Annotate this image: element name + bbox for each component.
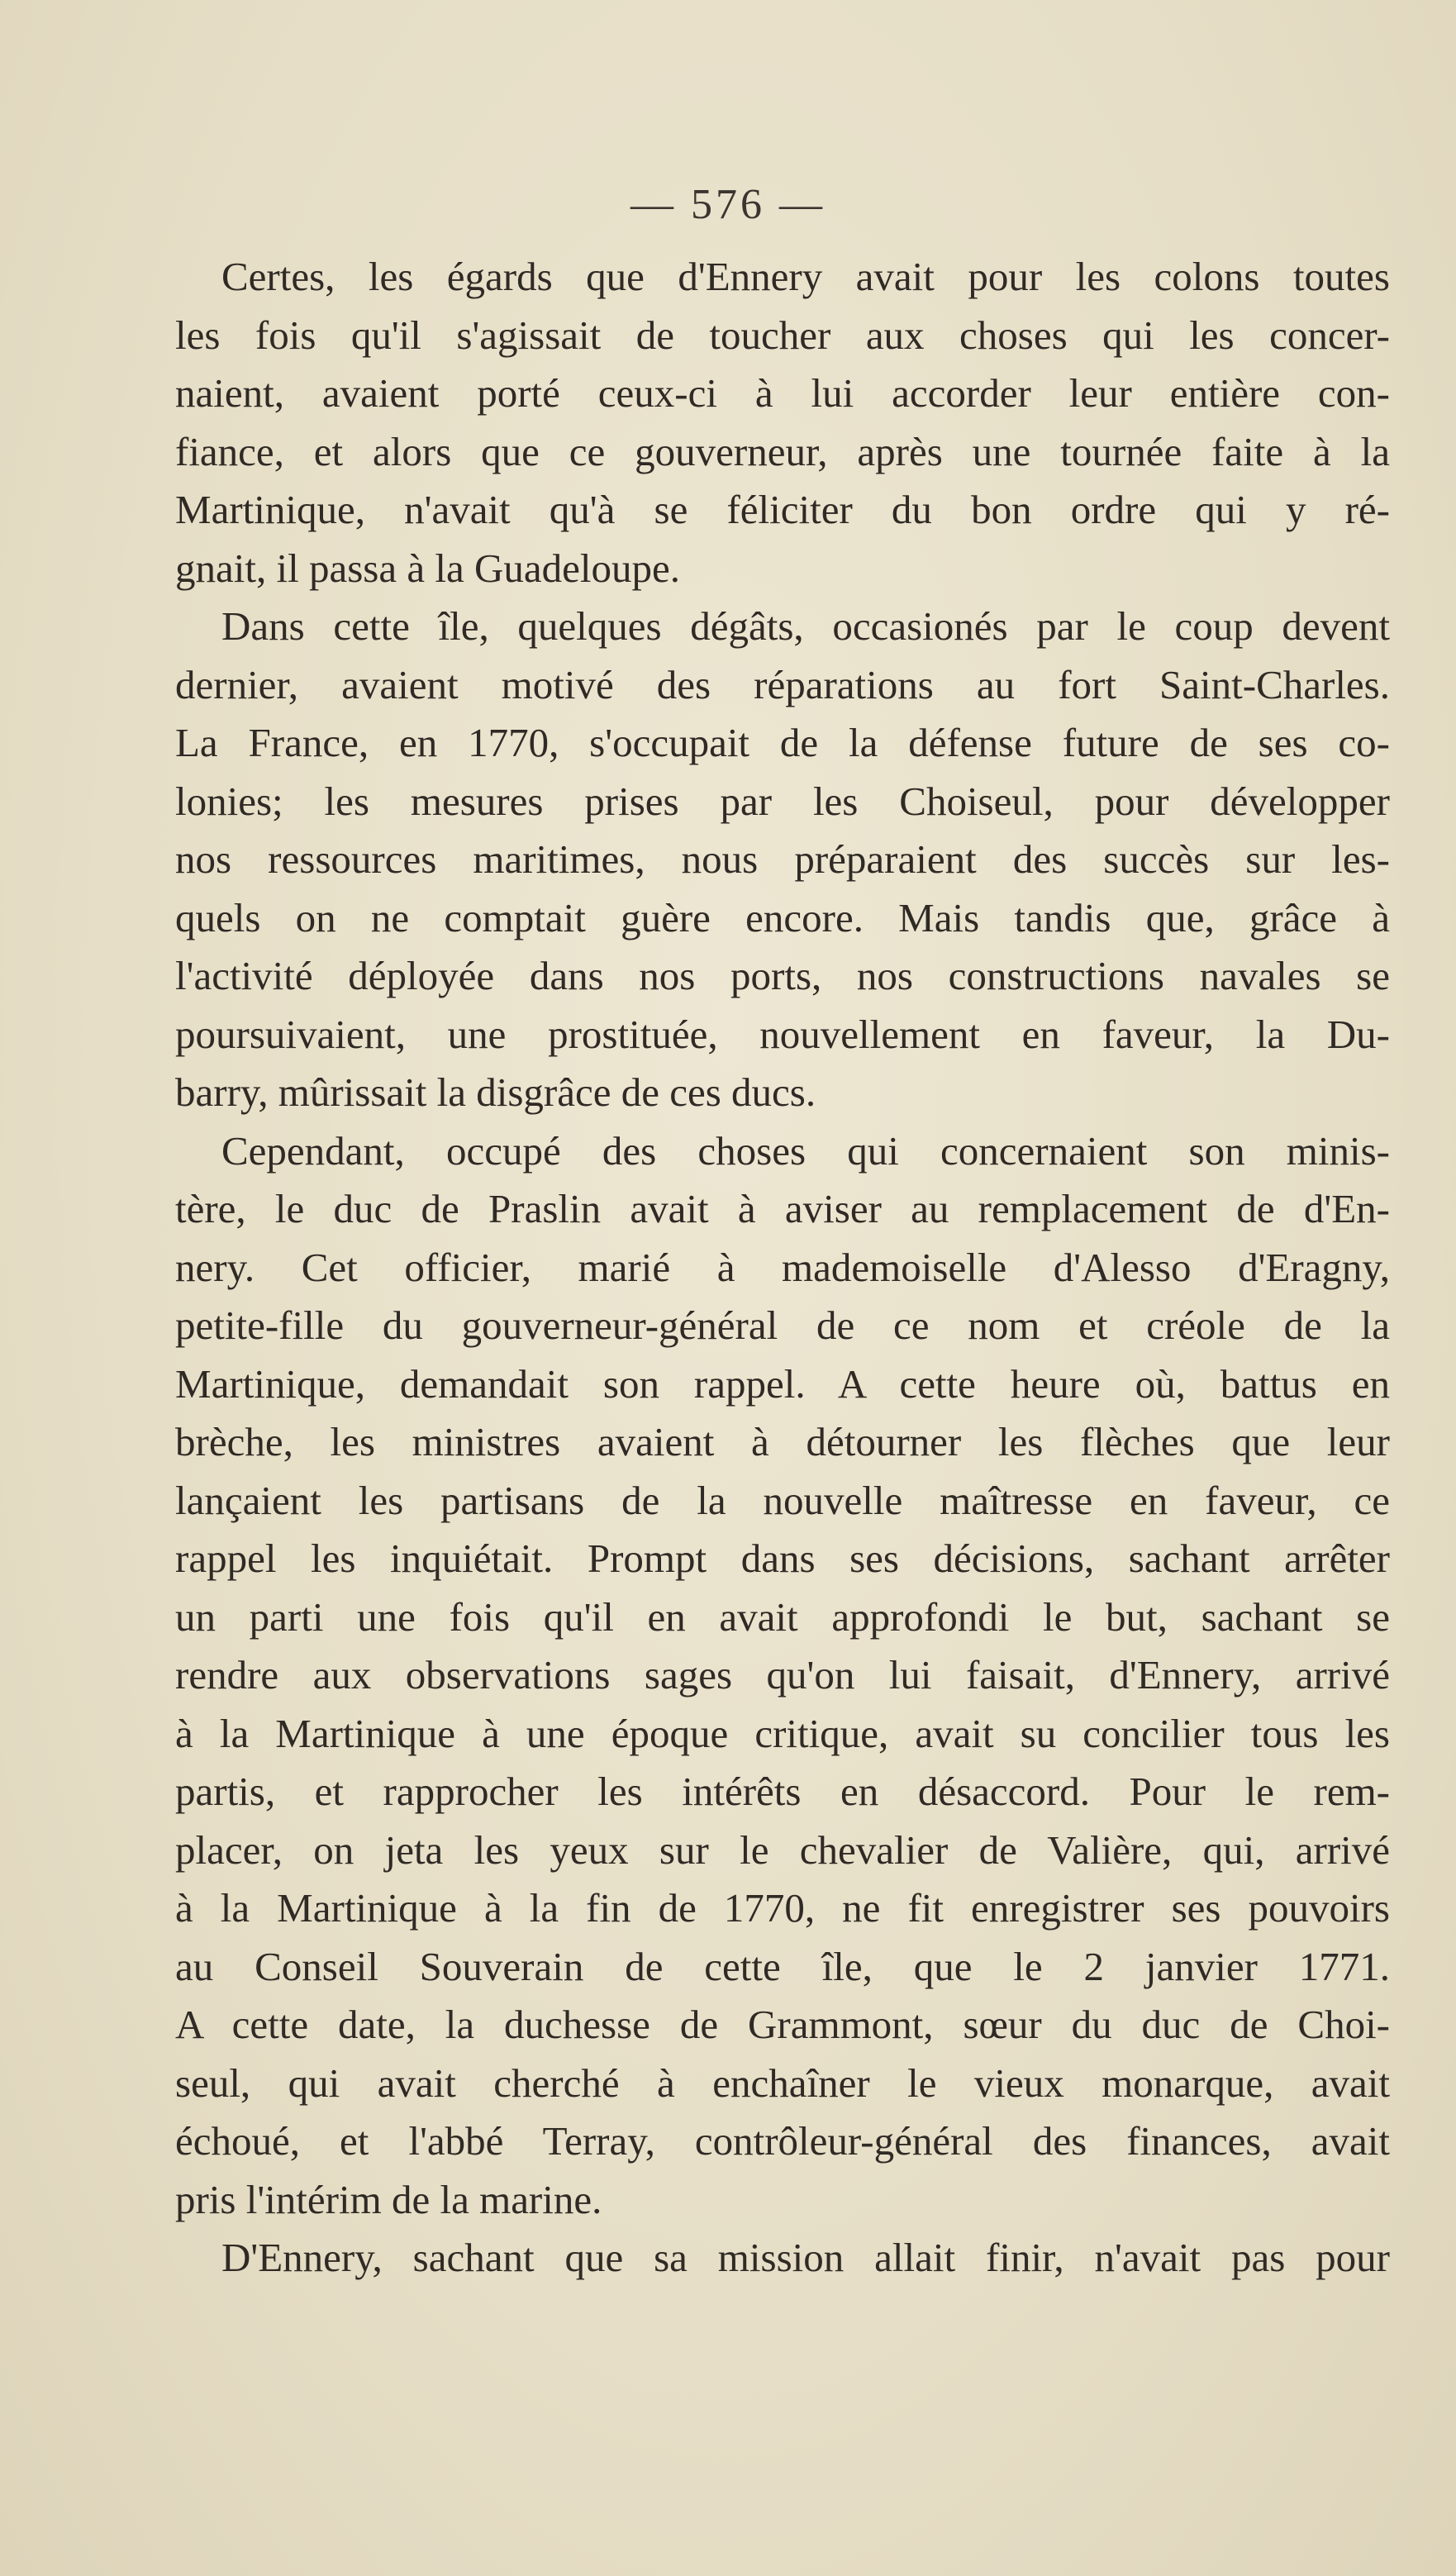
text-line: brèche, les ministres avaient à détourner les flèches que leur xyxy=(175,1419,1390,1464)
text-line: pris l'intérim de la marine. xyxy=(175,2176,602,2222)
text-line: les fois qu'il s'agissait de toucher aux choses qui les concer- xyxy=(175,312,1390,358)
body-text xyxy=(175,248,1390,2288)
text-line: Martinique, demandait son rappel. A cette heure où, battus en xyxy=(175,1360,1390,1407)
text-line: à la Martinique à une époque critique, avait su concilier tous les xyxy=(175,1710,1390,1756)
text-line: partis, et rapprocher les intérêts en désaccord. Pour le rem- xyxy=(175,1769,1390,1814)
page-number: — 576 — xyxy=(630,181,826,228)
text-line: barry, mûrissait la disgrâce de ces ducs. xyxy=(175,1069,816,1115)
text-line: nos ressources maritimes, nous préparaient des succès sur les- xyxy=(175,836,1390,882)
text-line: poursuivaient, une prostituée, nouvellement en faveur, la Du- xyxy=(175,1011,1390,1057)
text-line: Cependant, occupé des choses qui concernaient son minis- xyxy=(221,1127,1390,1174)
text-line: Dans cette île, quelques dégâts, occasionés par le coup devent xyxy=(221,603,1390,649)
text-line: La France, en 1770, s'occupait de la défense future de ses co- xyxy=(175,720,1390,765)
text-line: dernier, avaient motivé des réparations au fort Saint-Charles. xyxy=(175,661,1390,707)
text-line: au Conseil Souverain de cette île, que le 2 janvier 1771. xyxy=(175,1943,1390,1989)
text-line: Martinique, n'avait qu'à se féliciter du bon ordre qui y ré- xyxy=(175,487,1390,532)
text-line: rendre aux observations sages qu'on lui faisait, d'Ennery, arrivé xyxy=(175,1652,1390,1697)
text-line: lançaient les partisans de la nouvelle maîtresse en faveur, ce xyxy=(175,1477,1390,1523)
text-line: placer, on jeta les yeux sur le chevalier de Valière, qui, arrivé xyxy=(175,1826,1390,1873)
text-line: gnait, il passa à la Guadeloupe. xyxy=(175,545,680,591)
text-line: Certes, les égards que d'Ennery avait pour les colons toutes xyxy=(221,254,1390,299)
text-line: tère, le duc de Praslin avait à aviser au remplacement de d'En- xyxy=(175,1186,1390,1231)
text-line: à la Martinique à la fin de 1770, ne fit enregistrer ses pouvoirs xyxy=(175,1885,1390,1931)
text-line: quels on ne comptait guère encore. Mais tandis que, grâce à xyxy=(175,894,1390,940)
text-line: A cette date, la duchesse de Grammont, sœur du duc de Choi- xyxy=(175,2002,1390,2047)
text-line: seul, qui avait cherché à enchaîner le vieux monarque, avait xyxy=(175,2059,1390,2106)
text-line: rappel les inquiétait. Prompt dans ses décisions, sachant arrêter xyxy=(175,1536,1390,1581)
text-line: échoué, et l'abbé Terray, contrôleur-général des finances, avait xyxy=(175,2118,1390,2164)
text-line: D'Ennery, sachant que sa mission allait finir, n'avait pas pour xyxy=(221,2235,1390,2280)
text-line: naient, avaient porté ceux-ci à lui accorder leur entière con- xyxy=(175,370,1390,416)
text-line: l'activité déployée dans nos ports, nos constructions navales se xyxy=(175,953,1390,998)
text-line: petite-fille du gouverneur-général de ce nom et créole de la xyxy=(175,1302,1390,1348)
text-line: nery. Cet officier, marié à mademoiselle d'Alesso d'Eragny, xyxy=(175,1244,1390,1290)
text-line: fiance, et alors que ce gouverneur, après une tournée faite à la xyxy=(175,428,1390,474)
text-line: lonies; les mesures prises par les Choiseul, pour développer xyxy=(175,778,1390,824)
text-line: un parti une fois qu'il en avait approfondi le but, sachant se xyxy=(175,1593,1390,1640)
